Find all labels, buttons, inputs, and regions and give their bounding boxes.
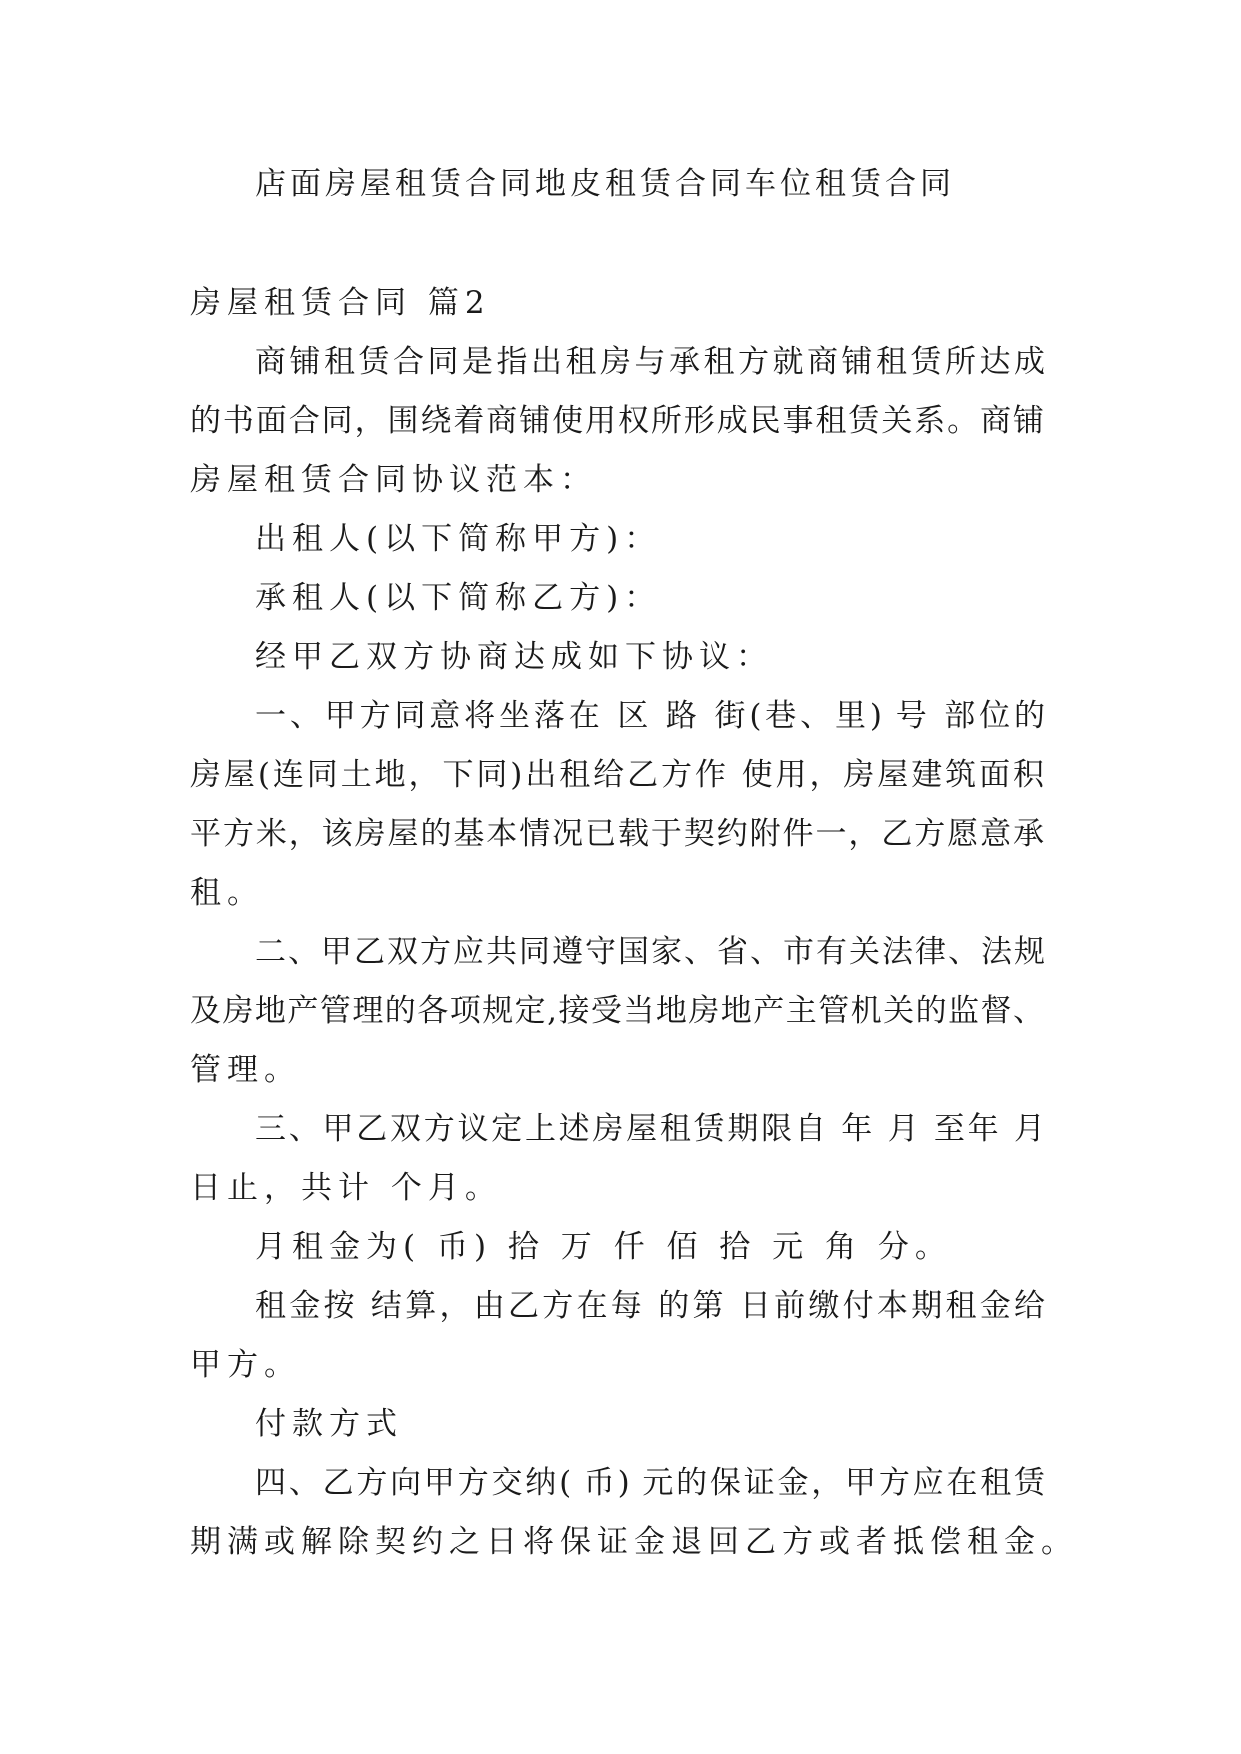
paragraph-line: 出租人(以下简称甲方)： — [255, 521, 662, 557]
paragraph-line: 商铺租赁合同是指出租房与承租方就商铺租赁所达成 — [255, 344, 1045, 380]
paragraph-line: 付款方式 — [255, 1406, 403, 1442]
paragraph-line: 经甲乙双方协商达成如下协议： — [255, 639, 773, 675]
section-heading: 房屋租赁合同 篇2 — [190, 285, 491, 321]
paragraph-line: 月租金为( 币) 拾 万 仟 佰 拾 元 角 分。 — [255, 1229, 952, 1265]
paragraph-line: 租。 — [190, 875, 264, 911]
paragraph-line: 一、甲方同意将坐落在 区 路 街(巷、里) 号 部位的 — [255, 698, 1045, 734]
paragraph-line: 甲方。 — [190, 1347, 301, 1383]
paragraph-line: 及房地产管理的各项规定,接受当地房地产主管机关的监督、 — [190, 993, 1044, 1029]
paragraph-line: 房屋租赁合同协议范本： — [190, 462, 597, 498]
paragraph-line: 承租人(以下简称乙方)： — [255, 580, 662, 616]
document-title: 店面房屋租赁合同地皮租赁合同车位租赁合同 — [255, 166, 955, 202]
paragraph-line: 管理。 — [190, 1052, 301, 1088]
paragraph-line: 房屋(连同土地，下同)出租给乙方作 使用，房屋建筑面积 — [190, 757, 1044, 793]
paragraph-line: 的书面合同，围绕着商铺使用权所形成民事租赁关系。商铺 — [190, 403, 1044, 439]
paragraph-line: 四、乙方向甲方交纳( 币) 元的保证金，甲方应在租赁 — [255, 1465, 1045, 1501]
paragraph-line: 日止，共计 个月。 — [190, 1170, 502, 1206]
paragraph-line: 期满或解除契约之日将保证金退回乙方或者抵偿租金。 — [190, 1524, 1078, 1560]
paragraph-line: 平方米，该房屋的基本情况已载于契约附件一，乙方愿意承 — [190, 816, 1044, 852]
paragraph-line: 二、甲乙双方应共同遵守国家、省、市有关法律、法规 — [255, 934, 1045, 970]
paragraph-line: 租金按 结算，由乙方在每 的第 日前缴付本期租金给 — [255, 1288, 1045, 1324]
paragraph-line: 三、甲乙双方议定上述房屋租赁期限自 年 月 至年 月 — [255, 1111, 1045, 1147]
